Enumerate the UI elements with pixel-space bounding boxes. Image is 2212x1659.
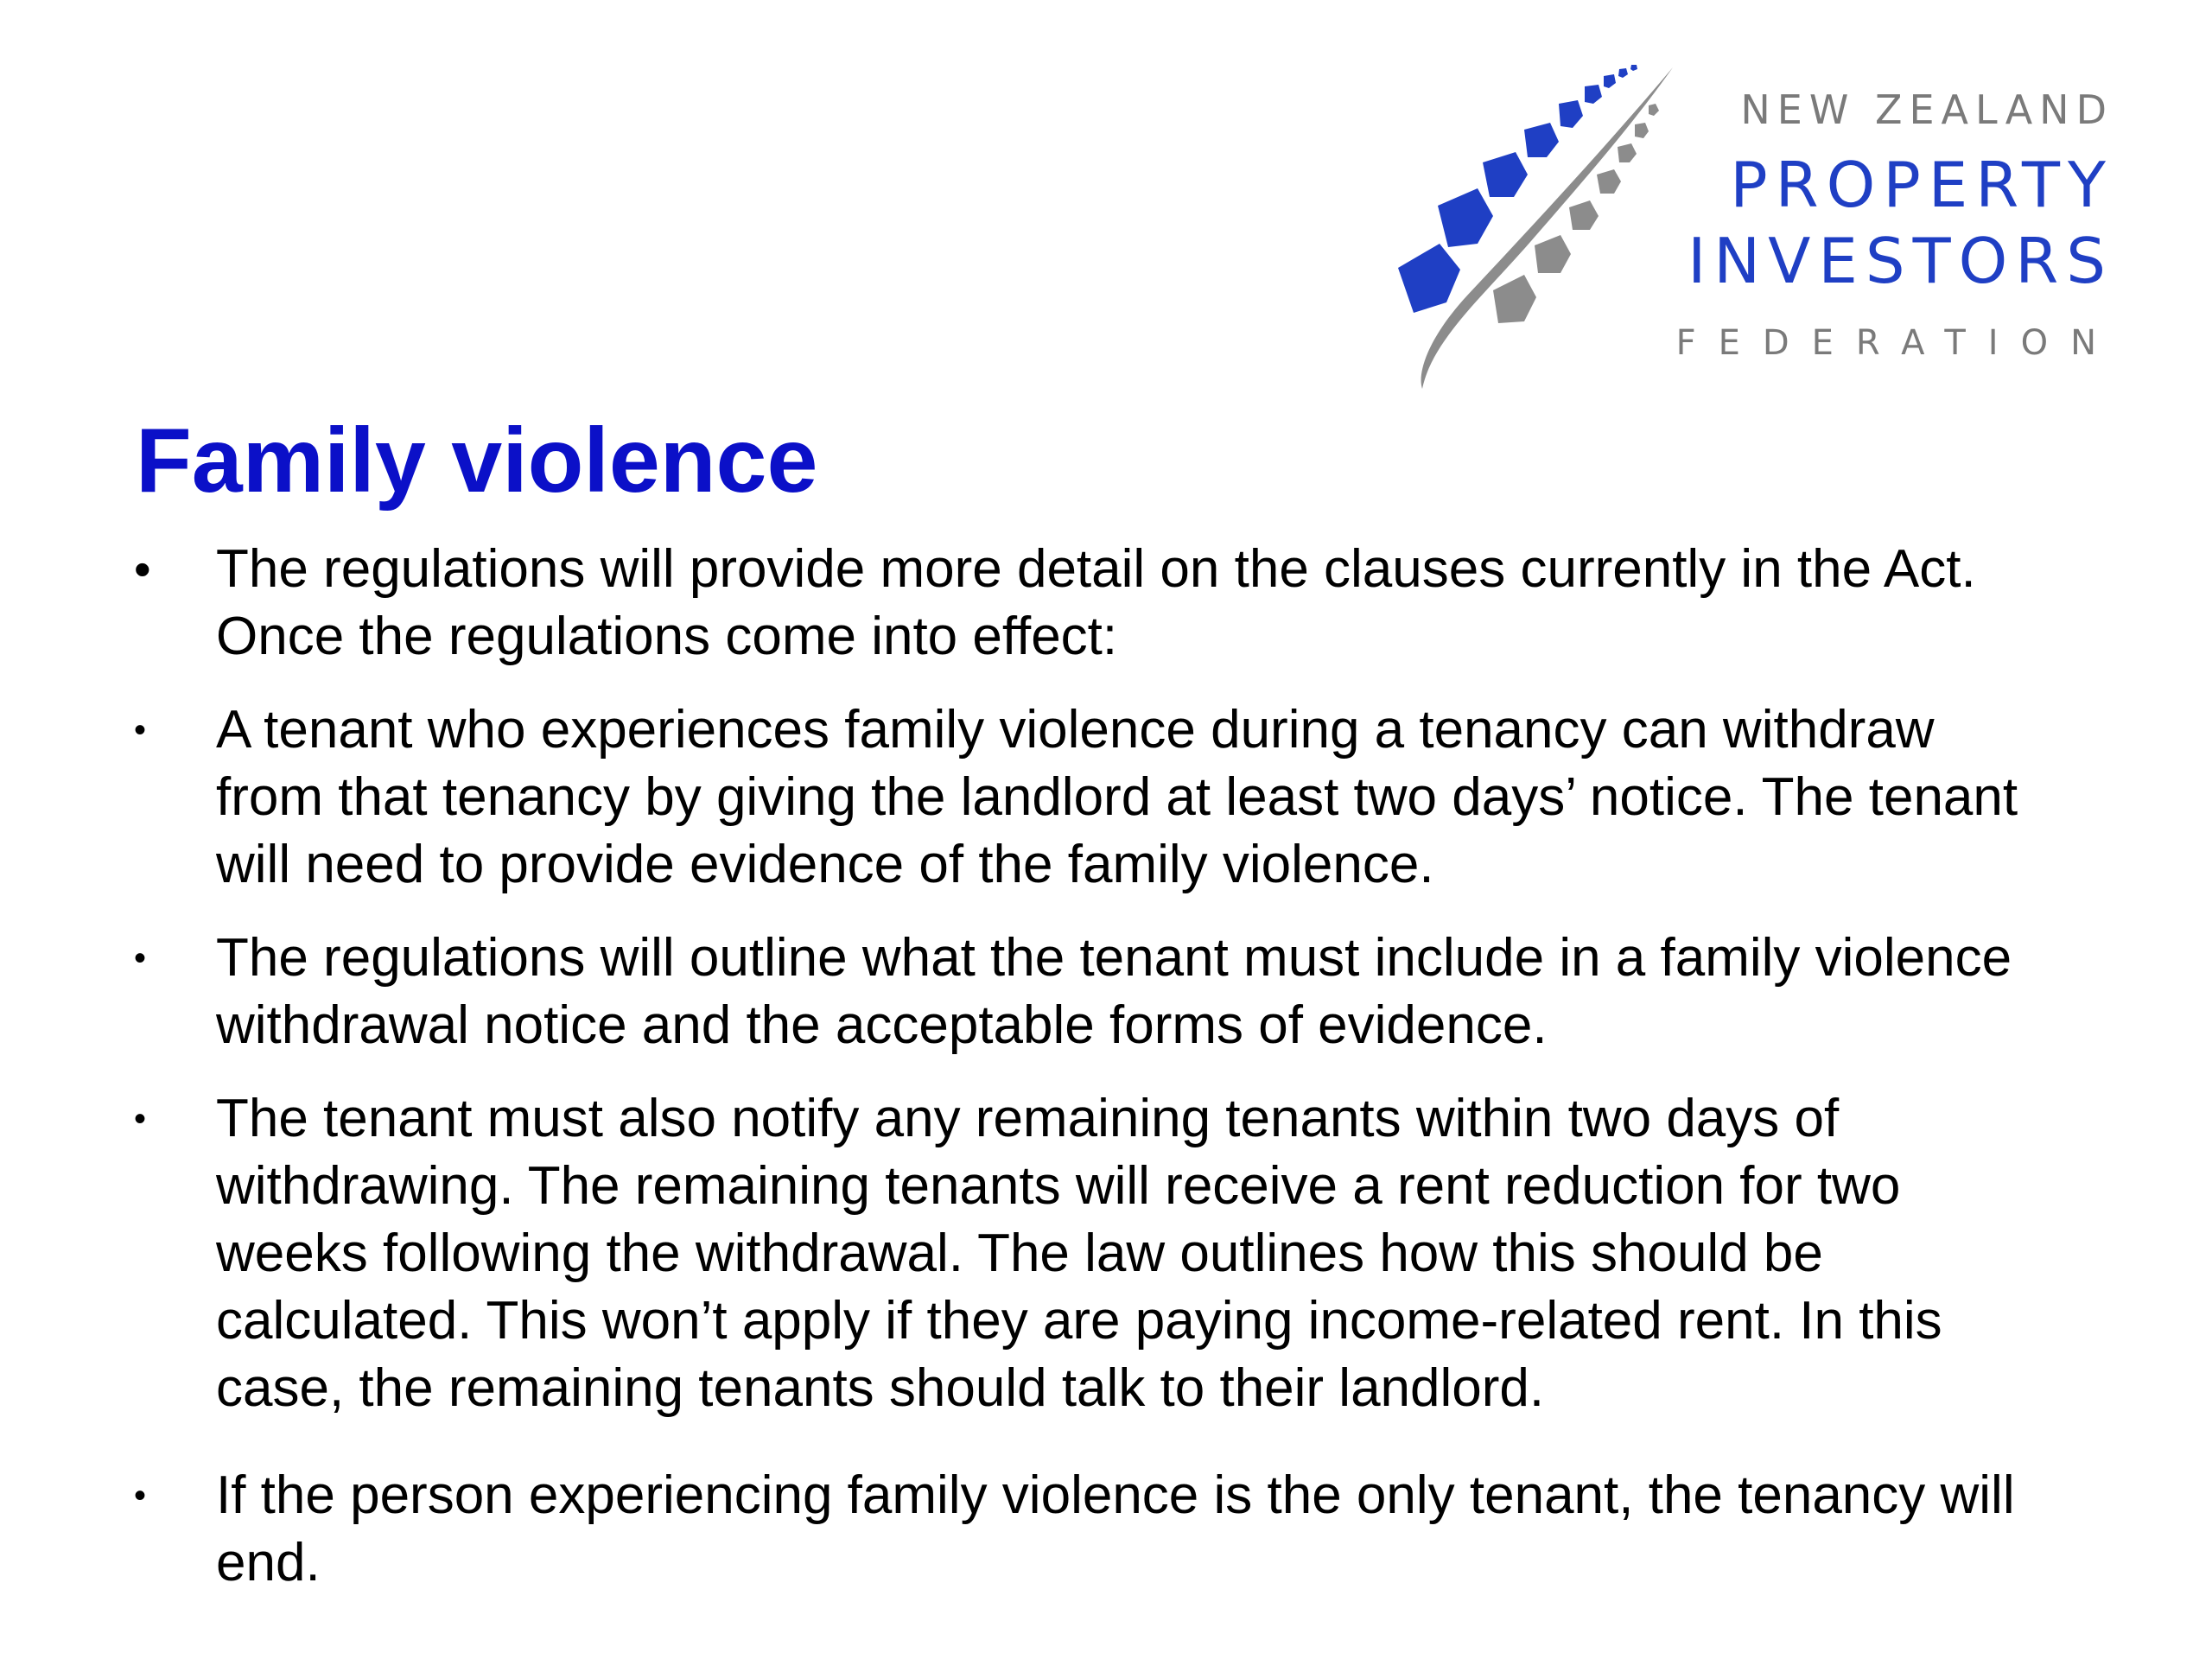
bullet-marker: •: [134, 1477, 147, 1515]
logo-line-property: PROPERTY: [1730, 149, 2113, 221]
bullet-text: A tenant who experiences family violence during a tenancy can withdraw from that tenancy by giving the landlord at least two days’ notice. The tenant will need to provide evidence of the family violence.: [216, 700, 2018, 894]
bullet-text: The regulations will outline what the tenant must include in a family violence withdrawal notice and the acceptable forms of evidence.: [216, 928, 2012, 1055]
houses-emblem-icon: [1398, 62, 1683, 391]
nzpif-logo: [1398, 62, 2124, 391]
logo-line-investors: INVESTORS: [1688, 225, 2113, 297]
bullet-marker: •: [134, 542, 151, 596]
bullet-text: If the person experiencing family violence is the only tenant, the tenancy will end.: [216, 1465, 2015, 1592]
bullet-text: The tenant must also notify any remaining tenants within two days of withdrawing. The remaining tenants will receive a rent reduction for two weeks following the withdrawal. The law outlines how this should be calculated. This won’t apply if they are paying income-related rent. In this case, the remaining tenants should talk to their landlord.: [216, 1089, 1942, 1418]
bullet-marker: •: [134, 711, 147, 749]
bullet-text: The regulations will provide more detail on the clauses currently in the Act. Once the regulations come into effect:: [216, 539, 1976, 666]
slide-title: Family violence: [136, 410, 818, 512]
bullet-marker: •: [134, 939, 147, 977]
logo-line-federation: FEDERATION: [1675, 323, 2119, 363]
bullet-marker: •: [134, 1100, 147, 1138]
logo-line-new-zealand: NEW ZEALAND: [1740, 86, 2113, 133]
